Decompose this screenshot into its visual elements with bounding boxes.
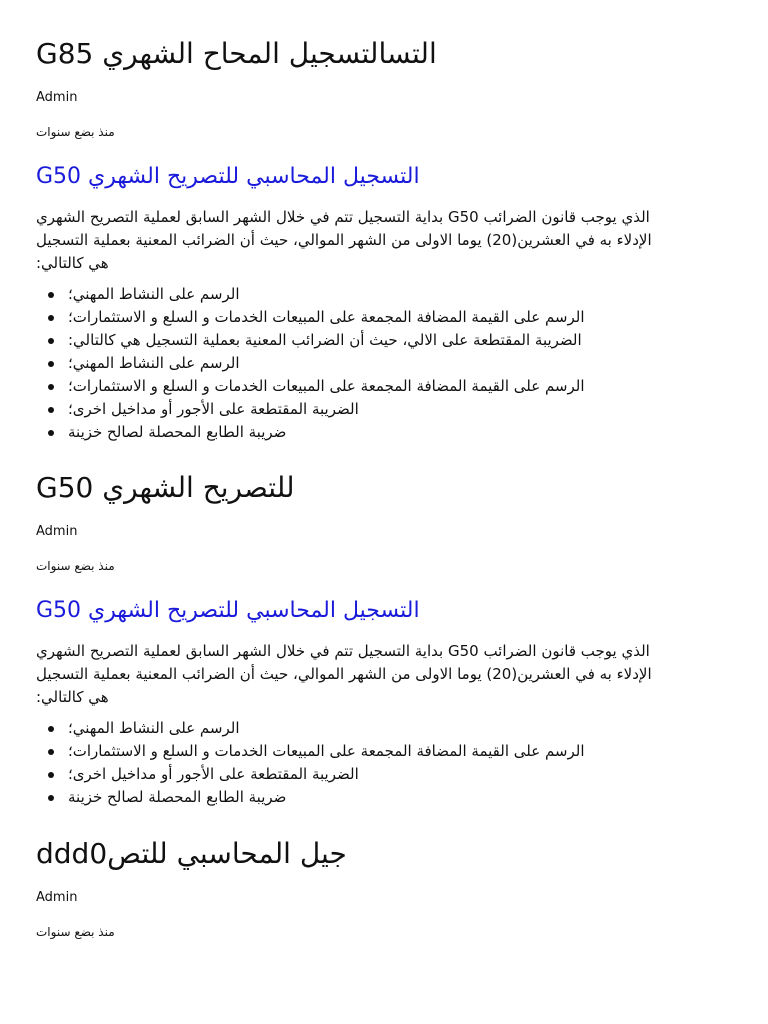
bullet-icon (48, 407, 54, 413)
post-1 (36, 36, 726, 444)
list-item: الرسم على القيمة المضافة المجمعة على المبيعات الخدمات و السلع و الاستثمارات؛ (36, 740, 726, 763)
list-item: ضريبة الطابع المحصلة لصالح خزينة (36, 786, 726, 809)
list-item: الرسم على القيمة المضافة المجمعة على المبيعات الخدمات و السلع و الاستثمارات؛ (36, 306, 726, 329)
bullet-icon (48, 749, 54, 755)
article-heading-link[interactable]: التسجيل المحاسبي للتصريح الشهري G50 (36, 598, 420, 623)
post-3 (36, 836, 347, 940)
post-2 (36, 470, 726, 809)
bullet-icon (48, 384, 54, 390)
post-date: منذ بضع سنوات (36, 559, 115, 573)
paragraph-line: الذي يوجب قانون الضرائب G50 بداية التسجيل تتم في خلال الشهر السابق لعملية التصريح الشهري (36, 208, 650, 226)
post-date: منذ بضع سنوات (36, 125, 115, 139)
post-author: Admin (36, 90, 78, 105)
article-heading-link[interactable]: التسجيل المحاسبي للتصريح الشهري G50 (36, 164, 420, 189)
list-item: ضريبة الطابع المحصلة لصالح خزينة (36, 421, 726, 444)
paragraph-line: الإدلاء به في العشرين(20) يوما الاولى من الشهر الموالي، حيث أن الضرائب المعنية بعملية التسجيل (36, 231, 652, 249)
bullet-icon (48, 315, 54, 321)
bullet-icon (48, 795, 54, 801)
bullet-icon (48, 361, 54, 367)
paragraph-line: الإدلاء به في العشرين(20) يوما الاولى من الشهر الموالي، حيث أن الضرائب المعنية بعملية التسجيل (36, 665, 652, 683)
bullet-icon (48, 338, 54, 344)
article-paragraph (36, 640, 726, 709)
post-title[interactable]: للتصريح الشهري G50 (36, 471, 295, 504)
tax-list (36, 283, 726, 444)
list-item: الرسم على النشاط المهني؛ (36, 717, 726, 740)
post-author: Admin (36, 524, 78, 539)
list-item: الضريبة المقتطعة على الأجور أو مداخيل اخرى؛ (36, 398, 726, 421)
list-item: الرسم على القيمة المضافة المجمعة على المبيعات الخدمات و السلع و الاستثمارات؛ (36, 375, 726, 398)
list-item: الرسم على النشاط المهني؛ (36, 352, 726, 375)
list-item: الرسم على النشاط المهني؛ (36, 283, 726, 306)
tax-list (36, 717, 726, 809)
paragraph-line: الذي يوجب قانون الضرائب G50 بداية التسجيل تتم في خلال الشهر السابق لعملية التصريح الشهري (36, 642, 650, 660)
bullet-icon (48, 292, 54, 298)
post-title[interactable]: التسالتسجيل المحاح الشهري G85 (36, 37, 437, 70)
bullet-icon (48, 772, 54, 778)
list-item: الضريبة المقتطعة على الالي، حيث أن الضرائب المعنية بعملية التسجيل هي كالتالي: (36, 329, 726, 352)
article-paragraph (36, 206, 726, 275)
list-item: الضريبة المقتطعة على الأجور أو مداخيل اخرى؛ (36, 763, 726, 786)
post-title[interactable]: جيل المحاسبي للتصddd0 (36, 837, 347, 870)
bullet-icon (48, 430, 54, 436)
bullet-icon (48, 726, 54, 732)
paragraph-line: هي كالتالي: (36, 688, 109, 706)
post-date: منذ بضع سنوات (36, 925, 115, 939)
paragraph-line: هي كالتالي: (36, 254, 109, 272)
post-author: Admin (36, 890, 78, 905)
